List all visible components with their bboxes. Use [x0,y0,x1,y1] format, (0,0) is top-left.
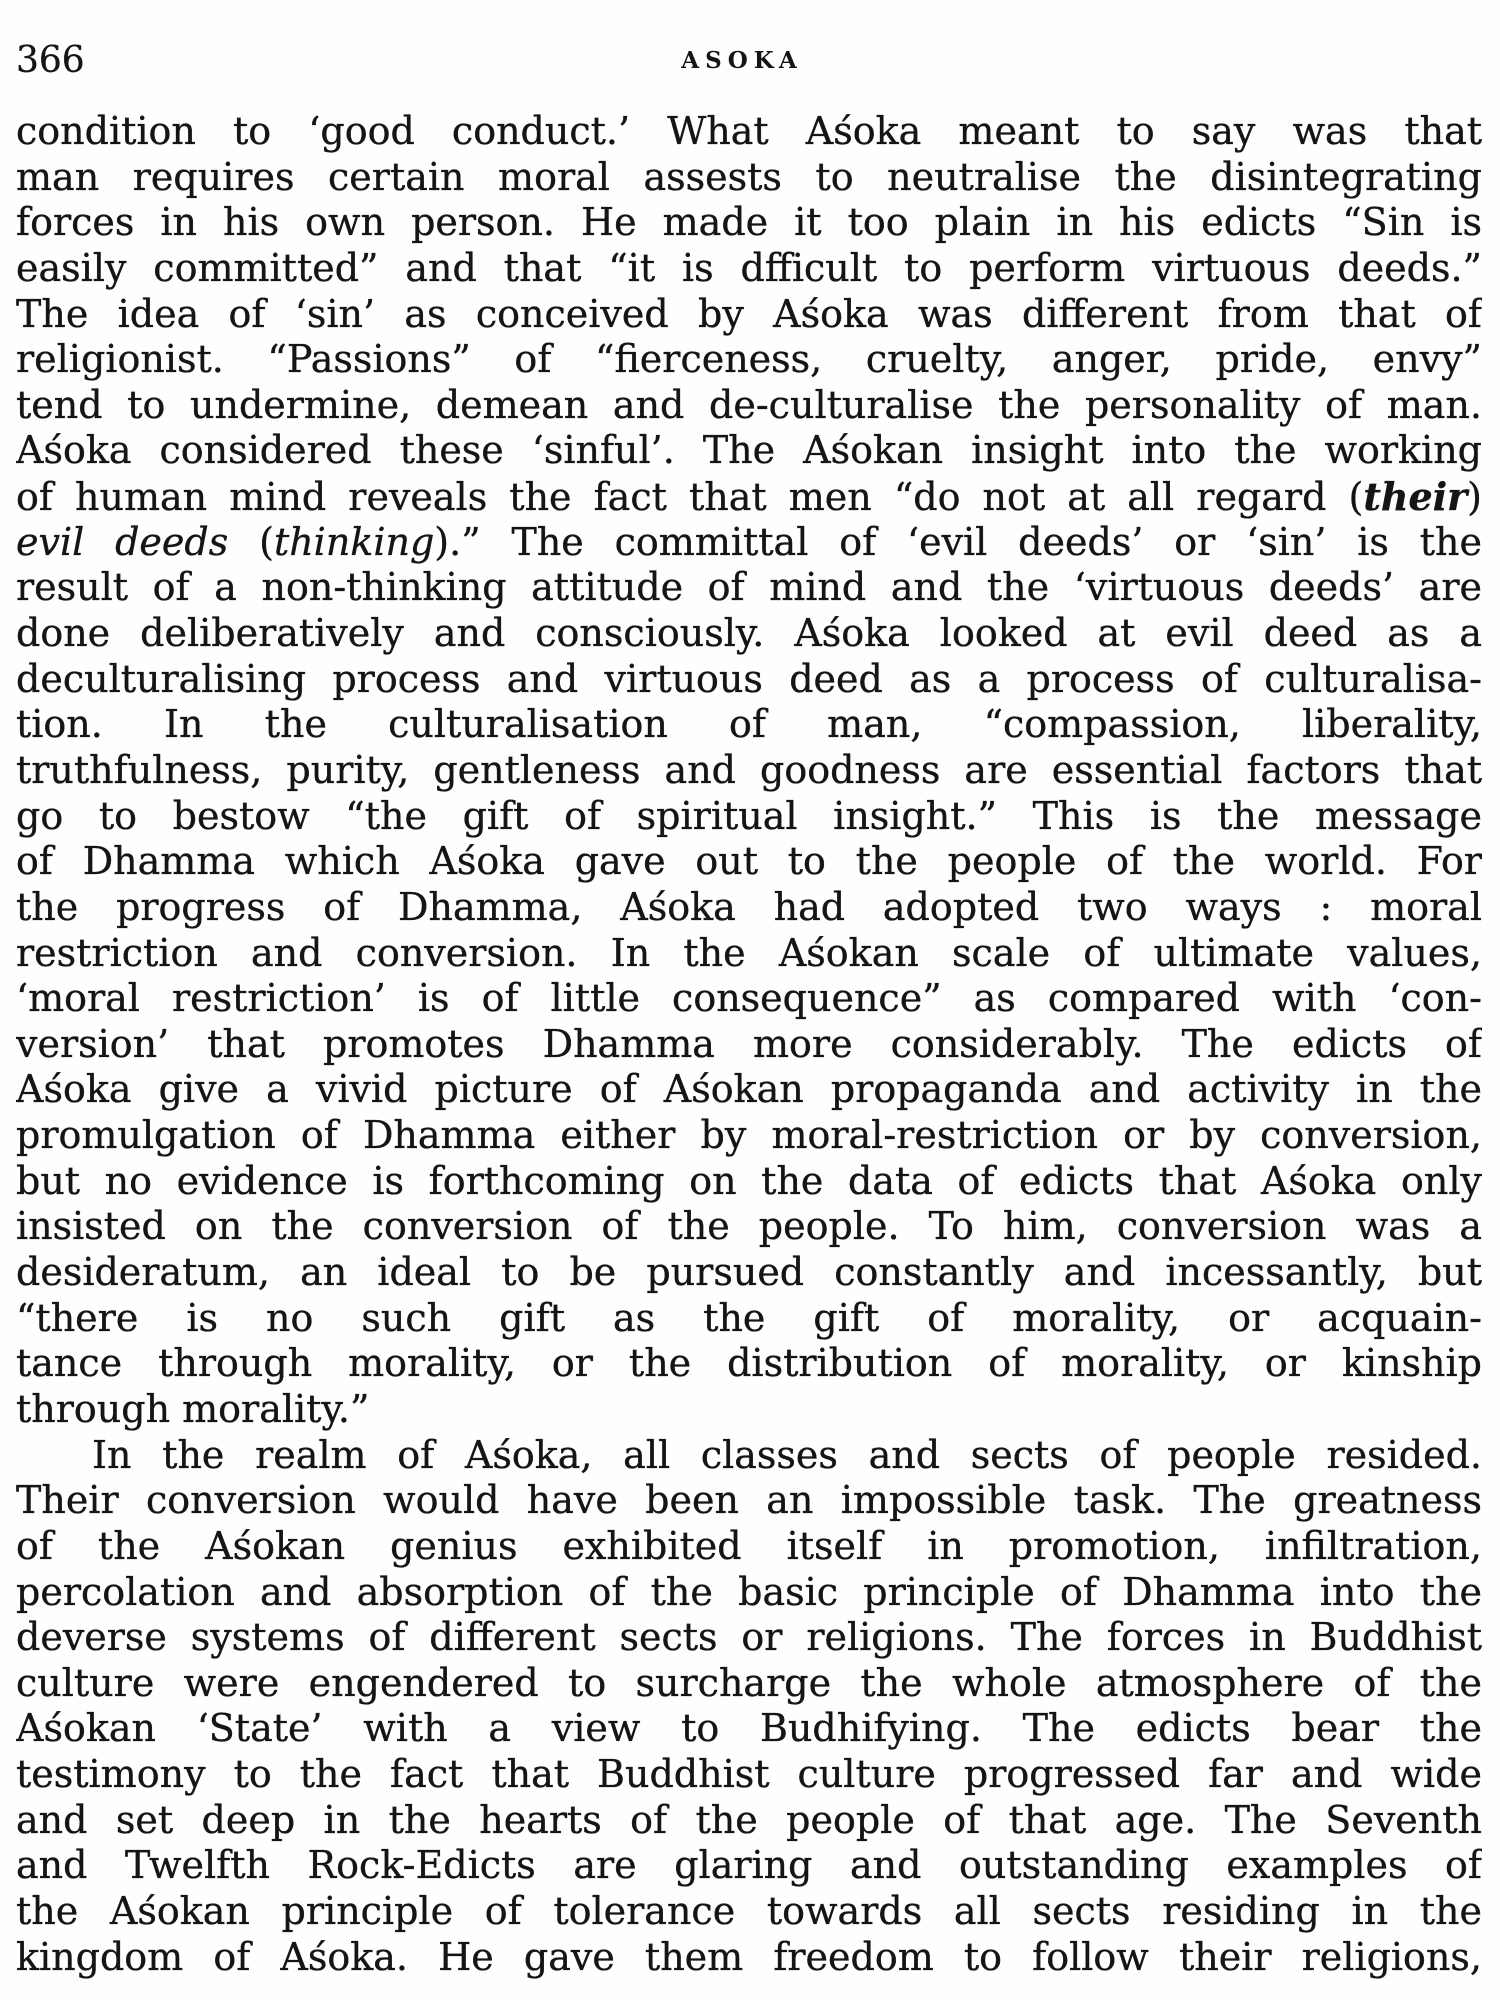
text-line: the Aśokan principle of tolerance towards all sects residing in the [16,1888,1482,1933]
text-line: culture were engendered to surcharge the whole atmosphere of the [16,1660,1482,1705]
text-line: deverse systems of different sects or religions. The forces in Buddhist [16,1615,1482,1660]
text-line: promulgation of Dhamma either by moral-restriction or by conversion, [16,1113,1482,1158]
text-line: of Dhamma which Aśoka gave out to the people of the world. For [16,839,1482,884]
text-line: condition to ‘good conduct.’ What Aśoka meant to say was that [16,109,1482,153]
text-line: percolation and absorption of the basic principle of Dhamma into the [16,1569,1482,1614]
text-line: Aśoka give a vivid picture of Aśokan propaganda and activity in the [16,1067,1482,1112]
italic-text: thinking [273,519,435,564]
running-head [16,38,1482,84]
running-title: ASOKA [681,47,803,74]
emphasis-text: their [1363,474,1468,520]
text-line: but no evidence is forthcoming on the data of edicts that Aśoka only [16,1158,1482,1203]
paragraph-2 [16,1433,1482,1981]
text-line: deculturalising process and virtuous deed as a process of culturalisa- [16,656,1482,701]
text-line: In the realm of Aśoka, all classes and sects of people resided. [92,1432,1482,1477]
text-line: kingdom of Aśoka. He gave them freedom to follow their religions, [16,1934,1482,1979]
text-line: desideratum, an ideal to be pursued constantly and incessantly, but [16,1250,1482,1295]
page-number: 366 [16,40,85,81]
text-segment: of human mind reveals the fact that men “do not at all regard ( [16,475,1364,520]
text-line: through morality.” [16,1386,370,1431]
text-line: version’ that promotes Dhamma more considerably. The edicts of [16,1021,1482,1066]
text-line: easily committed” and that “it is dfficult to perform virtuous deeds.” [16,245,1482,290]
text-line: The idea of ‘sin’ as conceived by Aśoka was different from that of [16,291,1482,336]
text-line: “there is no such gift as the gift of morality, or acquain- [16,1295,1482,1340]
text-segment: ) [1467,475,1482,520]
paragraph-1 [16,109,1482,1433]
text-line: insisted on the conversion of the people. To him, conversion was a [16,1204,1482,1249]
text-segment: ).” The committal of ‘evil deeds’ or ‘sin’ is the [434,519,1482,564]
text-line: result of a non-thinking attitude of mind and the ‘virtuous deeds’ are [16,565,1482,610]
text-line: testimony to the fact that Buddhist culture progressed far and wide [16,1752,1482,1797]
text-line: restriction and conversion. In the Aśokan scale of ultimate values, [16,930,1482,975]
text-segment: ( [228,519,274,564]
text-line: tance through morality, or the distribution of morality, or kinship [16,1341,1482,1386]
text-line: and set deep in the hearts of the people of that age. The Seventh [16,1797,1482,1842]
text-line: man requires certain moral assests to neutralise the disintegrating [16,154,1482,199]
text-line: truthfulness, purity, gentleness and goodness are essential factors that [16,747,1482,792]
text-line: of the Aśokan genius exhibited itself in promotion, infiltration, [16,1523,1482,1568]
text-line: Their conversion would have been an impossible task. The greatness [16,1478,1482,1523]
text-line: and Twelfth Rock-Edicts are glaring and outstanding examples of [16,1843,1482,1888]
text-line: go to bestow “the gift of spiritual insight.” This is the message [16,793,1482,838]
italic-text: evil deeds [16,519,229,564]
text-line: the progress of Dhamma, Aśoka had adopted two ways : moral [16,884,1482,929]
text-line: forces in his own person. He made it too plain in his edicts “Sin is [16,200,1482,245]
text-line: ‘moral restriction’ is of little consequence” as compared with ‘con- [16,976,1482,1021]
text-line: tion. In the culturalisation of man, “compassion, liberality, [16,702,1482,747]
text-line: Aśoka considered these ‘sinful’. The Aśokan insight into the working [16,428,1482,473]
text-line [16,520,1482,566]
body-text [16,109,1482,1980]
text-line: tend to undermine, demean and de-culturalise the personality of man. [16,382,1482,427]
text-line: Aśokan ‘State’ with a view to Budhifying. The edicts bear the [16,1706,1482,1751]
text-line: religionist. “Passions” of “fierceness, cruelty, anger, pride, envy” [16,337,1482,382]
text-line [16,474,1482,520]
text-line: done deliberatively and consciously. Aśoka looked at evil deed as a [16,611,1482,656]
